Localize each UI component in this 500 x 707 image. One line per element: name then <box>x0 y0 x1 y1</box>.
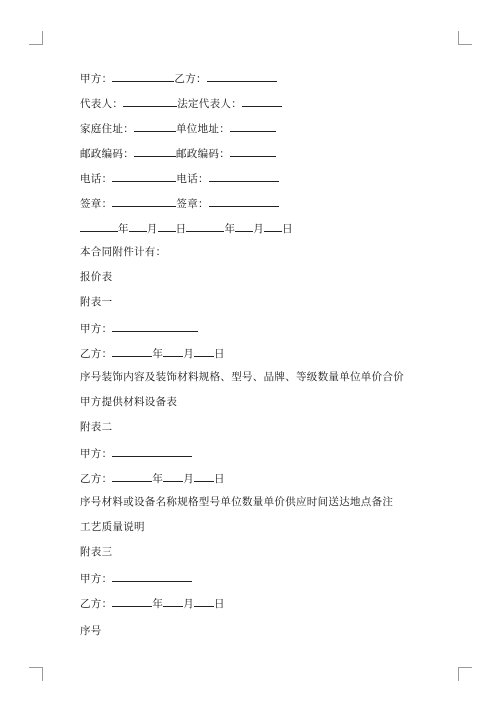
phone-b-blank <box>209 170 279 182</box>
phone-a-label: 电话： <box>80 173 113 185</box>
appendix1-party-a-blank <box>112 320 198 332</box>
month-a-label: 月 <box>146 223 158 235</box>
representative-label: 代表人： <box>80 98 124 110</box>
appendix3-month-blank <box>163 595 183 607</box>
appendix1-month-label: 月 <box>183 348 195 360</box>
date-row <box>80 220 293 236</box>
legal-representative-label: 法定代表人： <box>177 98 243 110</box>
quality-title: 工艺质量说明 <box>80 521 145 533</box>
day-a-blank <box>158 220 176 232</box>
appendix2-party-a-row <box>80 445 192 461</box>
appendix1-party-a-row <box>80 320 198 336</box>
party-b-blank <box>207 70 277 82</box>
appendix2-day-label: 日 <box>214 473 225 485</box>
representative-blank <box>123 95 177 107</box>
crop-mark-bottom-left <box>29 667 43 681</box>
phone-row <box>80 170 279 186</box>
appendix2-year-label: 年 <box>152 473 164 485</box>
appendix2-title: 附表二 <box>80 421 113 433</box>
seal-a-label: 签章： <box>80 198 113 210</box>
day-b-label: 日 <box>282 223 293 235</box>
postal-code-a-blank <box>134 145 176 157</box>
appendix3-header: 序号 <box>80 625 102 637</box>
appendix3-party-b-row <box>80 595 225 611</box>
attachments-intro: 本合同附件计有： <box>80 246 167 258</box>
quotation-title: 报价表 <box>80 271 113 283</box>
day-b-blank <box>264 220 282 232</box>
legal-representative-blank <box>242 95 282 107</box>
address-row <box>80 120 276 136</box>
appendix2-month-label: 月 <box>183 473 195 485</box>
appendix2-party-b-row <box>80 470 225 486</box>
appendix1-day-blank <box>194 345 214 357</box>
appendix3-party-a-label: 甲方： <box>80 573 113 585</box>
appendix2-party-a-blank <box>112 445 192 457</box>
appendix3-year-label: 年 <box>152 598 164 610</box>
year-b-blank <box>186 220 224 232</box>
appendix2-year-blank <box>112 470 152 482</box>
appendix1-year-blank <box>112 345 152 357</box>
seal-row <box>80 195 279 211</box>
appendix3-month-label: 月 <box>183 598 195 610</box>
home-address-label: 家庭住址： <box>80 123 134 135</box>
seal-b-label: 签章： <box>176 198 209 210</box>
representative-row <box>80 95 282 111</box>
appendix3-party-b-label: 乙方： <box>80 598 113 610</box>
month-b-blank <box>235 220 253 232</box>
month-a-blank <box>129 220 147 232</box>
party-a-blank <box>112 70 174 82</box>
company-address-label: 单位地址： <box>176 123 230 135</box>
appendix1-day-label: 日 <box>214 348 225 360</box>
appendix3-party-a-blank <box>112 570 192 582</box>
postal-code-row <box>80 145 276 161</box>
crop-mark-bottom-right <box>458 667 472 681</box>
appendix1-year-label: 年 <box>152 348 164 360</box>
year-b-label: 年 <box>224 223 236 235</box>
appendix2-header: 序号材料或设备名称规格型号单位数量单价供应时间送达地点备注 <box>80 496 394 508</box>
appendix3-party-a-row <box>80 570 192 586</box>
appendix3-year-blank <box>112 595 152 607</box>
party-row <box>80 70 277 86</box>
phone-b-label: 电话： <box>176 173 209 185</box>
company-address-blank <box>230 120 276 132</box>
party-b-label: 乙方： <box>174 73 207 85</box>
appendix1-party-b-label: 乙方： <box>80 348 113 360</box>
year-a-label: 年 <box>118 223 129 235</box>
appendix2-party-b-label: 乙方： <box>80 473 113 485</box>
home-address-blank <box>134 120 176 132</box>
party-a-label: 甲方： <box>80 73 113 85</box>
month-b-label: 月 <box>253 223 265 235</box>
appendix3-day-blank <box>194 595 214 607</box>
materials-title: 甲方提供材料设备表 <box>80 396 178 408</box>
postal-code-a-label: 邮政编码： <box>80 148 134 160</box>
appendix2-day-blank <box>194 470 214 482</box>
appendix1-title: 附表一 <box>80 296 113 308</box>
postal-code-b-label: 邮政编码： <box>176 148 230 160</box>
year-a-blank <box>80 220 118 232</box>
appendix3-title: 附表三 <box>80 546 113 558</box>
appendix2-month-blank <box>163 470 183 482</box>
seal-b-blank <box>209 195 279 207</box>
appendix1-month-blank <box>163 345 183 357</box>
phone-a-blank <box>112 170 176 182</box>
appendix2-party-a-label: 甲方： <box>80 448 113 460</box>
crop-mark-top-right <box>458 31 472 45</box>
appendix1-header: 序号装饰内容及装饰材料规格、型号、品牌、等级数量单位单价合价 <box>80 371 404 383</box>
appendix1-party-b-row <box>80 345 225 361</box>
day-a-label: 日 <box>175 223 187 235</box>
postal-code-b-blank <box>230 145 276 157</box>
appendix3-day-label: 日 <box>214 598 225 610</box>
seal-a-blank <box>112 195 176 207</box>
crop-mark-top-left <box>29 31 43 45</box>
appendix1-party-a-label: 甲方： <box>80 323 113 335</box>
